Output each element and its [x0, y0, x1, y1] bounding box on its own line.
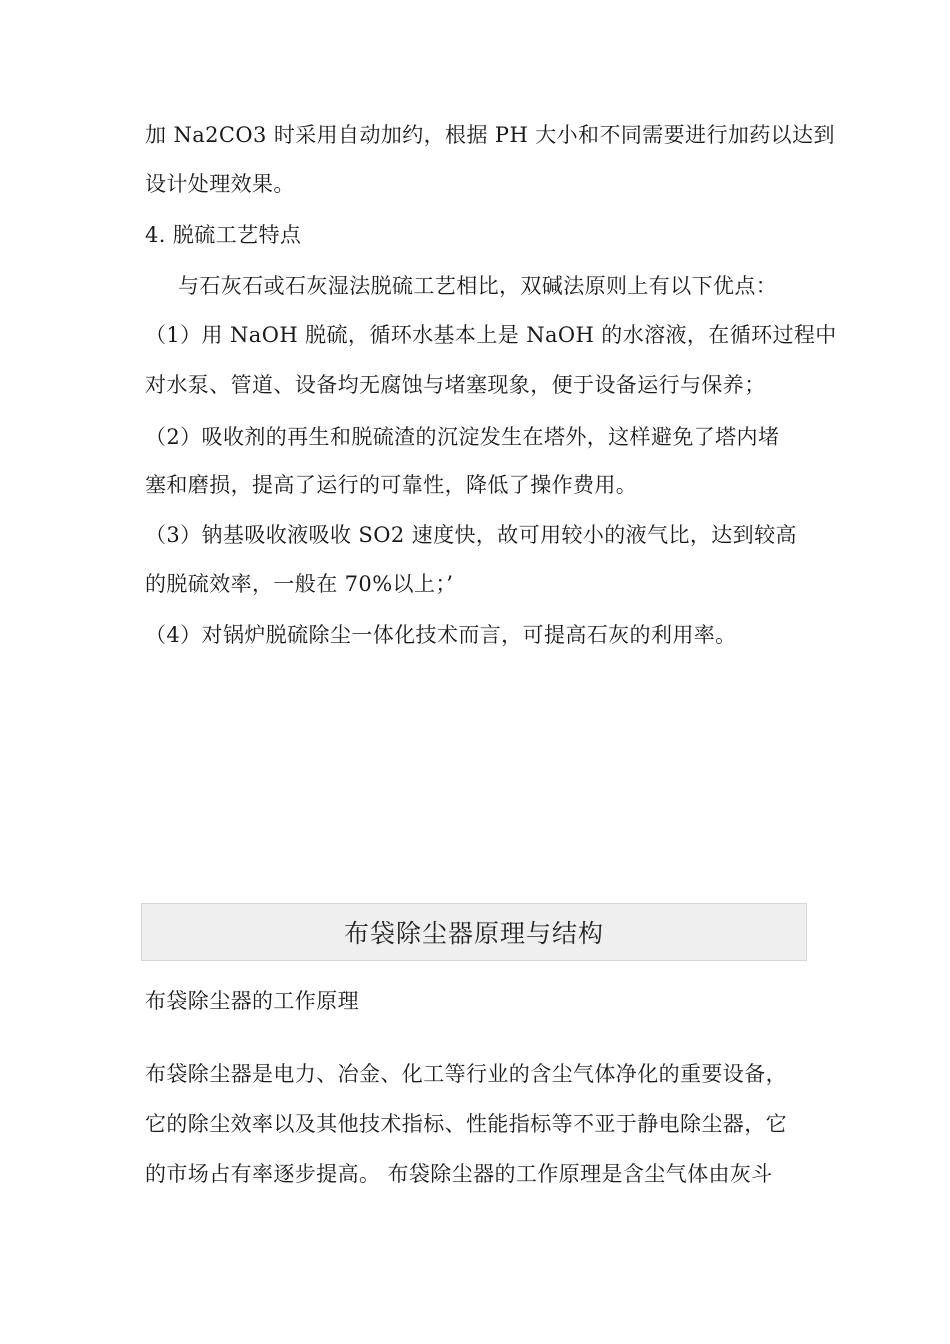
body-line: 它的除尘效率以及其他技术指标、性能指标等不亚于静电除尘器，它	[145, 1112, 787, 1136]
advantage-line: （4）对锅炉脱硫除尘一体化技术而言，可提高石灰的利用率。	[145, 623, 737, 647]
paragraph-line: 设计处理效果。	[145, 172, 295, 196]
section-title-box	[141, 903, 807, 961]
subheading: 布袋除尘器的工作原理	[145, 989, 359, 1013]
body-line: 的市场占有率逐步提高。 布袋除尘器的工作原理是含尘气体由灰斗	[145, 1162, 773, 1186]
advantage-line: 对水泵、管道、设备均无腐蚀与堵塞现象，便于设备运行与保养；	[145, 373, 766, 397]
body-line: 布袋除尘器是电力、冶金、化工等行业的含尘气体净化的重要设备，	[145, 1062, 787, 1086]
intro-text: 与石灰石或石灰湿法脱硫工艺相比，双碱法原则上有以下优点：	[178, 274, 778, 298]
section-heading: 4. 脱硫工艺特点	[145, 223, 302, 247]
advantage-line: （1）用 NaOH 脱硫，循环水基本上是 NaOH 的水溶液，在循环过程中	[145, 323, 837, 347]
advantage-line: （2）吸收剂的再生和脱硫渣的沉淀发生在塔外，这样避免了塔内堵	[145, 425, 780, 449]
section-title: 布袋除尘器原理与结构	[343, 919, 604, 948]
advantage-line: 塞和磨损，提高了运行的可靠性，降低了操作费用。	[145, 473, 638, 497]
paragraph-line: 加 Na2CO3 时采用自动加约，根据 PH 大小和不同需要进行加药以达到	[145, 123, 835, 147]
advantage-line: （3）钠基吸收液吸收 SO2 速度快，故可用较小的液气比，达到较高	[145, 523, 797, 547]
advantage-line: 的脱硫效率，一般在 70%以上；’	[145, 572, 454, 596]
